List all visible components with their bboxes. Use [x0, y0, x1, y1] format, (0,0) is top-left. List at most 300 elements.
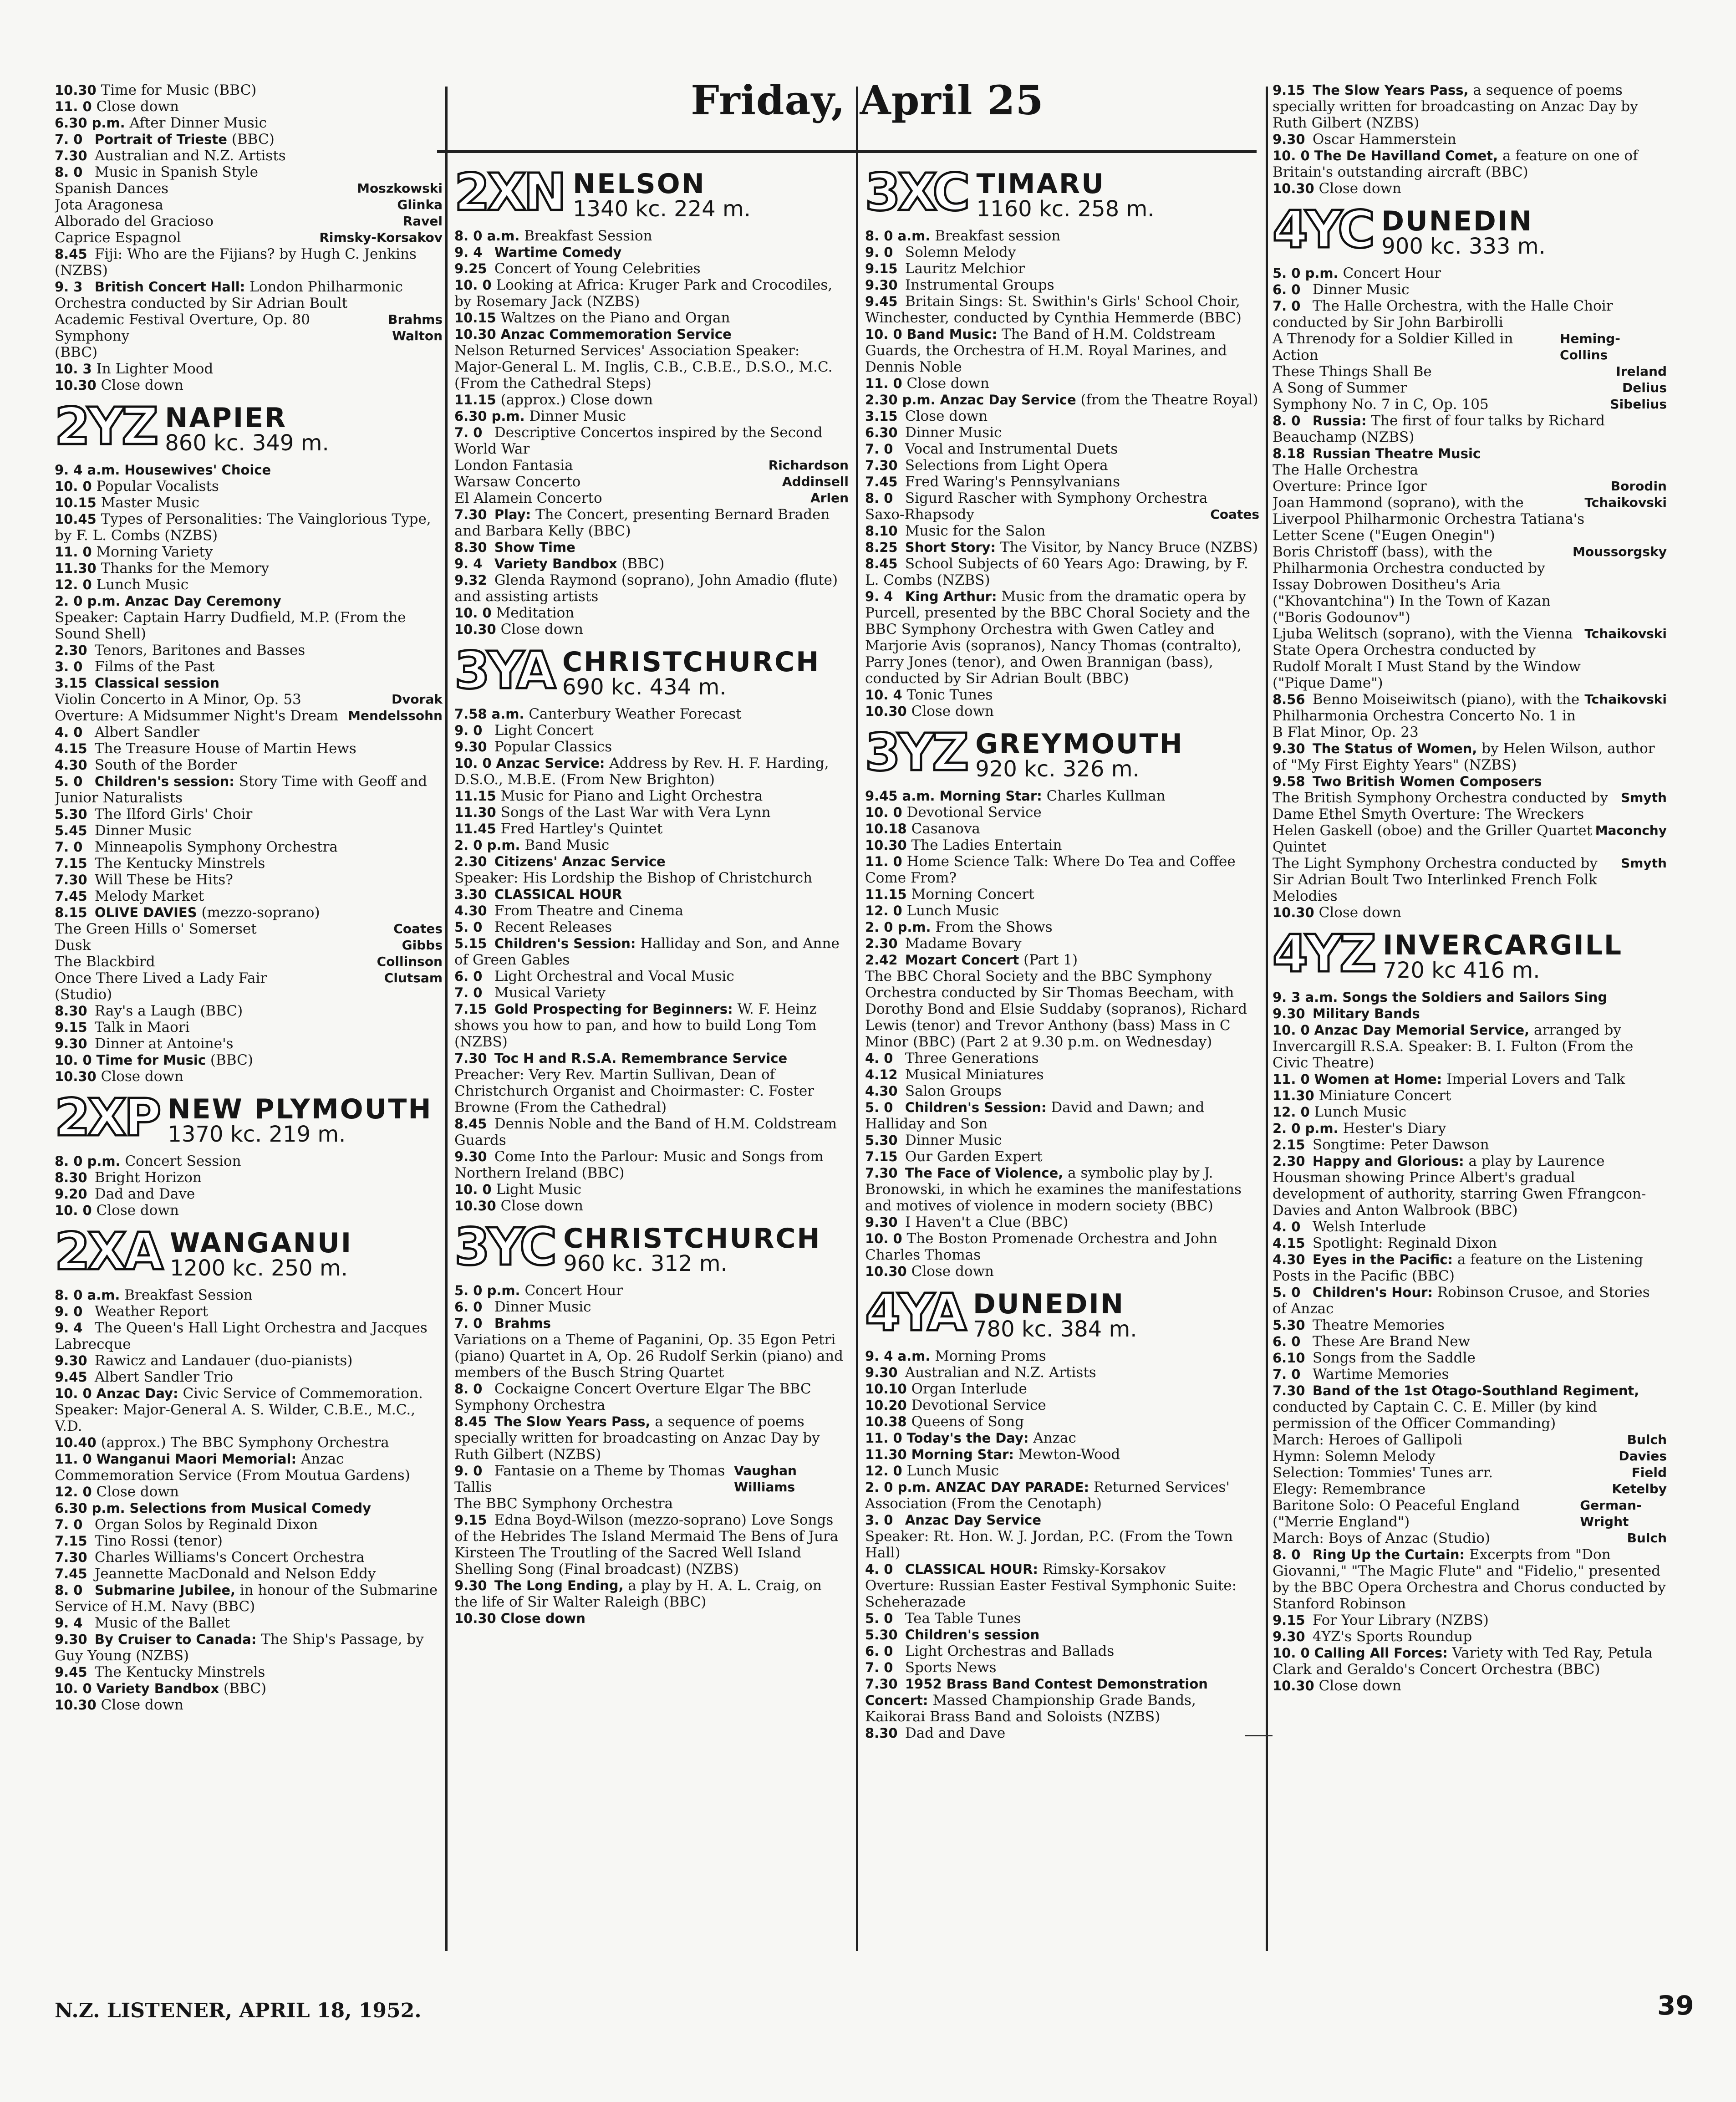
schedule-entry	[55, 115, 443, 131]
entry-time: 9. 3 a.m.	[1273, 990, 1338, 1005]
entry-text: Australian and N.Z. Artists	[905, 1364, 1096, 1381]
schedule-entry	[865, 1561, 1259, 1577]
station-frequency: 1370 kc. 219 m.	[168, 1122, 346, 1147]
schedule-entry	[454, 739, 849, 755]
station-info	[168, 1093, 433, 1147]
entry-time: 2.30	[55, 643, 87, 658]
schedule-entry	[1273, 148, 1667, 180]
entry-text: El Alamein Concerto	[454, 490, 602, 506]
station-callsign: 4YZ	[1273, 924, 1374, 984]
schedule-entry	[454, 490, 849, 506]
entry-text: Looking at Africa: Kruger Park and Crocodiles, by Rosemary Jack (NZBS)	[454, 277, 833, 310]
entry-title: Children's session	[905, 1627, 1040, 1643]
entry-text: The Light Symphony Orchestra conducted by Sir Adrian Boult Two Interlinked French Folk Melodies	[1273, 855, 1598, 904]
entry-text: A Song of Summer	[1273, 380, 1407, 396]
schedule-entry	[55, 954, 443, 970]
entry-text: Welsh Interlude	[1312, 1219, 1426, 1235]
entry-time: 10.30	[454, 622, 496, 637]
schedule-entry	[454, 1299, 849, 1315]
entry-composer: Glinka	[397, 197, 443, 212]
entry-text: Speaker: Captain Harry Dudfield, M.P. (From the Sound Shell)	[55, 609, 406, 642]
entry-time: 9.30	[55, 1353, 87, 1368]
schedule-entry	[454, 1463, 849, 1495]
entry-time: 3.15	[865, 408, 898, 424]
station-city: NEW PLYMOUTH	[168, 1093, 433, 1125]
entry-text: Close down	[500, 1198, 584, 1214]
station-header	[865, 723, 1259, 782]
schedule-entry	[55, 1320, 443, 1352]
entry-text: Morning Proms	[935, 1348, 1046, 1364]
schedule-entry	[454, 1413, 849, 1463]
entry-text: These Things Shall Be	[1273, 363, 1432, 380]
entry-text: The Band of H.M. Coldstream Guards, the Orchestra of H.M. Royal Marines, and Dennis Noble	[865, 326, 1227, 375]
entry-text: Breakfast Session	[524, 228, 652, 244]
entry-title: Wanganui Maori Memorial:	[96, 1451, 297, 1467]
entry-composer: Coates	[393, 921, 443, 936]
schedule-entry	[55, 1385, 443, 1434]
entry-composer: Bulch	[1627, 1432, 1667, 1447]
entry-text: (approx.) Close down	[500, 392, 653, 408]
entry-time: 9. 3	[55, 279, 83, 295]
entry-text: Dinner Music	[529, 408, 626, 424]
entry-title: Short Story:	[905, 540, 996, 555]
entry-time: 8.45	[865, 556, 898, 571]
schedule-entry	[865, 903, 1259, 919]
entry-time: 11.15	[865, 887, 907, 902]
entry-title: Classical session	[94, 675, 219, 691]
schedule-entry	[865, 408, 1259, 424]
entry-time: 6. 0	[1273, 1334, 1301, 1349]
schedule-entry	[1273, 1481, 1667, 1497]
entry-title: Russia:	[1312, 413, 1367, 429]
schedule-entry	[1273, 1333, 1667, 1350]
schedule-entry	[865, 1659, 1259, 1676]
entry-time: 7.15	[454, 1001, 487, 1017]
schedule-entry	[865, 474, 1259, 490]
entry-text: Dinner at Antoine's	[94, 1036, 234, 1052]
entry-title: British Concert Hall:	[94, 279, 245, 295]
entry-composer: Coates	[1210, 507, 1259, 522]
entry-time: 10.10	[865, 1381, 907, 1397]
schedule-entry	[454, 392, 849, 408]
entry-composer: Mendelssohn	[348, 708, 443, 723]
entry-time: 8.30	[55, 1003, 87, 1019]
entry-time: 4.15	[55, 741, 87, 756]
entry-time: 9.15	[1273, 82, 1305, 98]
entry-time: 12. 0	[55, 577, 92, 592]
entry-title: The Slow Years Pass,	[1312, 82, 1469, 98]
entry-text: (mezzo-soprano)	[201, 904, 320, 921]
schedule-entry	[55, 970, 443, 986]
entry-time: 7.30	[55, 148, 87, 163]
schedule-entry	[865, 1413, 1259, 1430]
entry-text: Popular Classics	[494, 739, 612, 755]
schedule-entry	[1273, 1104, 1667, 1120]
schedule-entry	[454, 1050, 849, 1066]
schedule-entry	[55, 855, 443, 872]
schedule-entry	[55, 1697, 443, 1713]
entry-time: 7. 0	[55, 839, 83, 855]
entry-time: 7.45	[55, 888, 87, 904]
entry-text: Dinner Music	[1312, 281, 1410, 298]
entry-time: 10.30	[454, 1198, 496, 1214]
entry-time: 7.45	[865, 474, 898, 490]
entry-composer: Borodin	[1610, 479, 1667, 494]
schedule-entry	[55, 361, 443, 377]
entry-composer: Richardson	[768, 458, 849, 473]
entry-text: (BBC)	[55, 344, 98, 361]
entry-title: Mozart Concert	[905, 952, 1019, 968]
entry-composer: Ireland	[1616, 364, 1667, 379]
entry-text: Close down	[911, 1263, 994, 1280]
entry-text: The Concert, presenting Bernard Braden and Barbara Kelly (BBC)	[454, 506, 830, 539]
station-callsign: 3YZ	[865, 723, 967, 782]
schedule-entry	[865, 539, 1259, 556]
entry-time: 10. 0	[865, 327, 902, 342]
entry-text: Light Concert	[494, 722, 594, 739]
entry-text: London Philharmonic Orchestra conducted by Sir Adrian Boult	[55, 279, 403, 311]
entry-text: Madame Bovary	[905, 935, 1022, 952]
entry-text: Wartime Memories	[1312, 1366, 1449, 1383]
entry-text: The Kentucky Minstrels	[94, 855, 265, 872]
entry-time: 9.45	[55, 1664, 87, 1680]
station-header	[1273, 924, 1667, 984]
entry-text: Lauritz Melchior	[905, 260, 1025, 277]
schedule-entry	[865, 1528, 1259, 1561]
entry-time: 6.30 p.m.	[55, 1500, 125, 1516]
entry-text: Light Orchestras and Ballads	[905, 1643, 1115, 1659]
entry-time: 11.30	[865, 1447, 907, 1462]
entry-text: Meditation	[496, 605, 575, 621]
entry-text: Lunch Music	[1314, 1104, 1407, 1120]
schedule-entry	[55, 1631, 443, 1664]
schedule-entry	[55, 279, 443, 311]
entry-time: 10. 0	[454, 1182, 492, 1197]
schedule-entry	[454, 788, 849, 804]
station-callsign: 2XA	[55, 1222, 161, 1281]
entry-title: Close down	[500, 1611, 585, 1626]
schedule-entry	[865, 837, 1259, 853]
entry-title: Submarine Jubilee,	[94, 1582, 236, 1598]
entry-time: 7.30	[865, 1165, 898, 1181]
entry-time: 10. 3	[55, 361, 92, 377]
entry-text: Close down	[101, 377, 184, 393]
entry-text: Preacher: Very Rev. Martin Sullivan, Dean of Christchurch Organist and Choirmaster: C. Foster Browne (From the Cathedral)	[454, 1066, 815, 1116]
schedule-entry	[55, 1352, 443, 1369]
schedule-entry	[1273, 626, 1667, 691]
station-header	[454, 1218, 849, 1277]
entry-title: Time for Music	[96, 1052, 206, 1068]
schedule-entry	[55, 82, 443, 98]
entry-time: 7.15	[55, 856, 87, 871]
entry-time: 10. 0	[55, 1681, 92, 1696]
entry-title: Ring Up the Curtain:	[1312, 1547, 1465, 1562]
entry-time: 8.45	[454, 1116, 487, 1132]
entry-time: 8.18	[1273, 446, 1305, 461]
entry-text: Close down	[905, 408, 988, 424]
entry-text: The Visitor, by Nancy Bruce (NZBS)	[1000, 539, 1258, 556]
station-info	[169, 1227, 353, 1281]
entry-text: Oscar Hammerstein	[1312, 131, 1456, 148]
entry-time: 9.15	[865, 261, 898, 276]
entry-text: Academic Festival Overture, Op. 80	[55, 311, 310, 328]
schedule-entry	[55, 1153, 443, 1169]
entry-time: 7. 0	[454, 425, 483, 440]
entry-text: Music for the Salon	[905, 523, 1046, 539]
entry-text: Films of the Past	[94, 658, 215, 675]
entry-text: The Blackbird	[55, 954, 155, 970]
entry-time: 7. 0	[454, 985, 483, 1000]
entry-text: After Dinner Music	[129, 115, 267, 131]
entry-title: Anzac Day Service	[940, 392, 1076, 408]
entry-time: 6.30	[865, 425, 898, 440]
schedule-entry	[865, 1099, 1259, 1132]
schedule-entry	[1273, 1546, 1667, 1612]
entry-title: Anzac Day:	[96, 1386, 178, 1401]
entry-text: Weather Report	[94, 1303, 208, 1320]
entry-time: 11.15	[454, 788, 496, 804]
entry-time: 3. 0	[55, 659, 83, 674]
schedule-entry	[454, 1610, 849, 1627]
schedule-entry	[865, 392, 1259, 408]
entry-time: 10. 0	[1273, 148, 1310, 163]
schedule-entry	[454, 1198, 849, 1214]
entry-time: 8.30	[454, 540, 487, 555]
entry-time: 10.30	[1273, 181, 1314, 196]
station-header	[454, 163, 849, 222]
entry-time: 8.56	[1273, 692, 1305, 707]
schedule-entry	[865, 1066, 1259, 1083]
entry-text: Melody Market	[94, 888, 204, 904]
entry-time: 8. 0	[1273, 413, 1301, 429]
schedule-entry	[1273, 822, 1667, 855]
entry-text: Rawicz and Landauer (duo-pianists)	[94, 1352, 353, 1369]
entry-title: By Cruiser to Canada:	[94, 1632, 257, 1647]
entry-title: Children's Hour:	[1312, 1285, 1433, 1300]
entry-time: 9. 4	[454, 556, 483, 571]
entry-text: Edna Boyd-Wilson (mezzo-soprano) Love Songs of the Hebrides The Island Mermaid The Bens of Jura Kirsteen The Troutling of the Sacred Well Island Shelling Song (Final broadcast) (NZBS)	[454, 1512, 839, 1577]
entry-time: 6.30 p.m.	[55, 115, 125, 131]
entry-text: 4YZ's Sports Roundup	[1312, 1628, 1472, 1645]
entry-text: I Haven't a Clue (BBC)	[905, 1214, 1069, 1230]
schedule-entry	[1273, 904, 1667, 921]
schedule-entry	[55, 1036, 443, 1052]
entry-title: Military Bands	[1312, 1006, 1420, 1021]
entry-text: Dad and Dave	[94, 1186, 195, 1202]
entry-time: 6. 0	[1273, 282, 1301, 297]
schedule-entry	[454, 1315, 849, 1332]
schedule-entry	[1273, 1448, 1667, 1464]
entry-text: Story Time with Geoff and Junior Naturalists	[55, 773, 428, 806]
schedule-entry	[1273, 1005, 1667, 1022]
entry-time: 12. 0	[55, 1484, 92, 1500]
entry-text: (Part 1)	[1023, 952, 1078, 968]
schedule-entry	[865, 1132, 1259, 1148]
schedule-entry	[55, 888, 443, 904]
station-callsign: 3YA	[454, 641, 553, 700]
entry-text: Charles Kullman	[1046, 788, 1166, 804]
schedule-entry	[55, 462, 443, 478]
entry-text: Civic Service of Commemoration. Speaker: Major-General A. S. Wilder, C.B.E., M.C., V.D.	[55, 1385, 423, 1434]
schedule-entry	[865, 952, 1259, 968]
entry-time: 8. 0	[55, 1582, 83, 1598]
entry-time: 3. 0	[865, 1512, 893, 1528]
station-callsign: 2XN	[454, 163, 564, 222]
entry-title: Calling All Forces:	[1314, 1645, 1448, 1661]
schedule-entry	[865, 788, 1259, 804]
entry-text: Come Into the Parlour: Music and Songs from Northern Ireland (BBC)	[454, 1148, 824, 1181]
entry-text: Lunch Music	[906, 1463, 999, 1479]
entry-text: The Boston Promenade Orchestra and John Charles Thomas	[865, 1230, 1217, 1263]
entry-text: Minneapolis Symphony Orchestra	[94, 839, 338, 855]
entry-title: Eyes in the Pacific:	[1312, 1252, 1453, 1267]
schedule-entry	[1273, 396, 1667, 413]
entry-text: Close down	[911, 703, 994, 719]
station-frequency: 1200 kc. 250 m.	[169, 1255, 348, 1281]
schedule-entry	[454, 1282, 849, 1299]
entry-time: 6. 0	[454, 1299, 483, 1315]
schedule-entry	[55, 1664, 443, 1680]
entry-text: Hester's Diary	[1343, 1120, 1446, 1137]
entry-text: Caprice Espagnol	[55, 230, 181, 246]
entry-time: 10.30	[865, 1264, 907, 1279]
entry-text: Musical Variety	[494, 985, 606, 1001]
entry-text: Cockaigne Concert Overture Elgar The BBC Symphony Orchestra	[454, 1381, 811, 1413]
schedule-entry	[454, 408, 849, 424]
entry-time: 9.30	[865, 1365, 898, 1380]
entry-time: 11. 0	[55, 99, 92, 114]
entry-time: 5. 0	[1273, 1285, 1301, 1300]
entry-title: Toc H and R.S.A. Remembrance Service	[494, 1051, 788, 1066]
entry-title: Citizens' Anzac Service	[494, 854, 666, 869]
entry-time: 9.45	[55, 1369, 87, 1385]
schedule-entry	[55, 904, 443, 921]
schedule-entry	[865, 919, 1259, 935]
station-info	[1381, 205, 1546, 259]
column-3	[865, 159, 1259, 1741]
station-callsign: 4YC	[1273, 200, 1373, 260]
schedule-entry	[55, 806, 443, 822]
schedule-entry	[55, 180, 443, 197]
entry-text: Time for Music (BBC)	[101, 82, 257, 98]
schedule-entry	[55, 1516, 443, 1533]
entry-time: 9. 0	[454, 723, 483, 738]
column-divider	[856, 87, 858, 1951]
entry-composer: Smyth	[1621, 856, 1667, 871]
schedule-entry	[55, 377, 443, 393]
station-header	[55, 1088, 443, 1148]
entry-title: Children's Session:	[905, 1100, 1047, 1115]
entry-time: 4.12	[865, 1067, 898, 1082]
entry-text: Anzac Commemoration Service (From Moutua Gardens)	[55, 1451, 410, 1484]
entry-text: The BBC Choral Society and the BBC Symphony Orchestra conducted by Sir Thomas Beecham, with Dorothy Bond and Elsie Suddaby (sopranos), Richard Lewis (tenor) and Trevor Anthony (bass) Mass in C Minor (BBC) (Part 2 at 9.30 p.m. on Wednesday)	[865, 968, 1247, 1050]
entry-time: 6.30 p.m.	[454, 408, 525, 424]
entry-text: Songtime: Peter Dawson	[1312, 1137, 1489, 1153]
entry-time: 10. 0	[454, 277, 492, 293]
column-2	[454, 159, 849, 1627]
entry-time: 10.30	[55, 82, 97, 98]
entry-time: 9.30	[1273, 132, 1305, 147]
station-frequency: 960 kc. 312 m.	[563, 1251, 728, 1276]
schedule-entry	[454, 1332, 849, 1381]
entry-text: Close down	[96, 1202, 179, 1219]
entry-text: Salon Groups	[905, 1083, 1002, 1099]
entry-text: Master Music	[101, 495, 200, 511]
schedule-entry	[55, 921, 443, 937]
entry-time: 9.30	[1273, 741, 1305, 756]
entry-text: Fantasie on a Theme by Thomas Tallis	[454, 1463, 725, 1495]
schedule-entry	[55, 1533, 443, 1549]
entry-text: Glenda Raymond (soprano), John Amadio (flute) and assisting artists	[454, 572, 838, 605]
entry-text: W. F. Heinz shows you how to pan, and how to build Long Tom (NZBS)	[454, 1001, 817, 1050]
schedule-entry	[1273, 740, 1667, 773]
entry-text: Albert Sandler Trio	[94, 1369, 234, 1385]
schedule-entry	[454, 706, 849, 722]
entry-time: 2. 0 p.m.	[55, 593, 121, 609]
schedule-entry	[1273, 1120, 1667, 1137]
entry-text: Vocal and Instrumental Duets	[905, 441, 1118, 457]
entry-time: 10. 0	[1273, 1645, 1310, 1661]
entry-time: 7.30	[55, 1550, 87, 1565]
entry-text: Tino Rossi (tenor)	[94, 1533, 223, 1549]
entry-text: Popular Vocalists	[96, 478, 219, 495]
entry-text: Imperial Lovers and Talk	[1446, 1071, 1625, 1087]
schedule-entry	[454, 722, 849, 739]
title-rule	[437, 150, 1257, 153]
entry-text: Britain Sings: St. Swithin's Girls' School Choir, Winchester, conducted by Cynthia Hemmerde (BBC)	[865, 293, 1242, 326]
schedule-entry	[865, 1463, 1259, 1479]
schedule-entry	[55, 1615, 443, 1631]
schedule-entry	[454, 1181, 849, 1198]
entry-time: 5.30	[865, 1133, 898, 1148]
entry-composer: Vaughan Williams	[734, 1463, 797, 1495]
entry-text: Close down	[1319, 1678, 1402, 1694]
schedule-entry	[865, 1050, 1259, 1066]
divider	[1245, 1735, 1273, 1736]
schedule-entry	[865, 244, 1259, 260]
entry-time: 10. 0	[55, 1052, 92, 1068]
entry-time: 4. 0	[865, 1051, 893, 1066]
entry-time: 7.58 a.m.	[454, 706, 524, 722]
schedule-entry	[55, 1186, 443, 1202]
entry-time: 7.45	[55, 1566, 87, 1582]
entry-time: 9.30	[1273, 1006, 1305, 1021]
column-4	[1273, 82, 1667, 1694]
entry-text: Lunch Music	[906, 903, 999, 919]
entry-title: Morning Star:	[939, 788, 1042, 804]
entry-text: Robinson Crusoe, and Stories of Anzac	[1273, 1284, 1650, 1317]
entry-text: Sigurd Rascher with Symphony Orchestra	[905, 490, 1208, 506]
schedule-entry	[1273, 363, 1667, 380]
schedule-entry	[865, 506, 1259, 523]
entry-text: Tea Table Tunes	[905, 1610, 1021, 1627]
entry-title: Anzac Day Service	[905, 1512, 1041, 1528]
schedule-entry	[1273, 1153, 1667, 1219]
station-callsign: 3XC	[865, 163, 967, 222]
schedule-entry	[55, 1566, 443, 1582]
entry-text: Recent Releases	[494, 919, 612, 935]
entry-text: Massed Championship Grade Bands, Kaikorai Brass Band and Soloists (NZBS)	[865, 1692, 1196, 1725]
entry-composer: Moszkowski	[357, 181, 443, 196]
entry-title: Variety Bandbox	[494, 556, 617, 571]
entry-text: The Ship's Passage, by Guy Young (NZBS)	[55, 1631, 424, 1664]
schedule-entry	[55, 213, 443, 230]
entry-title: The Slow Years Pass,	[494, 1414, 651, 1429]
schedule-entry	[865, 1512, 1259, 1528]
entry-text: Returned Services' Association (From the Cenotaph)	[865, 1479, 1230, 1512]
entry-text: Sports News	[905, 1659, 997, 1676]
entry-text: Dinner Music	[494, 1299, 591, 1315]
